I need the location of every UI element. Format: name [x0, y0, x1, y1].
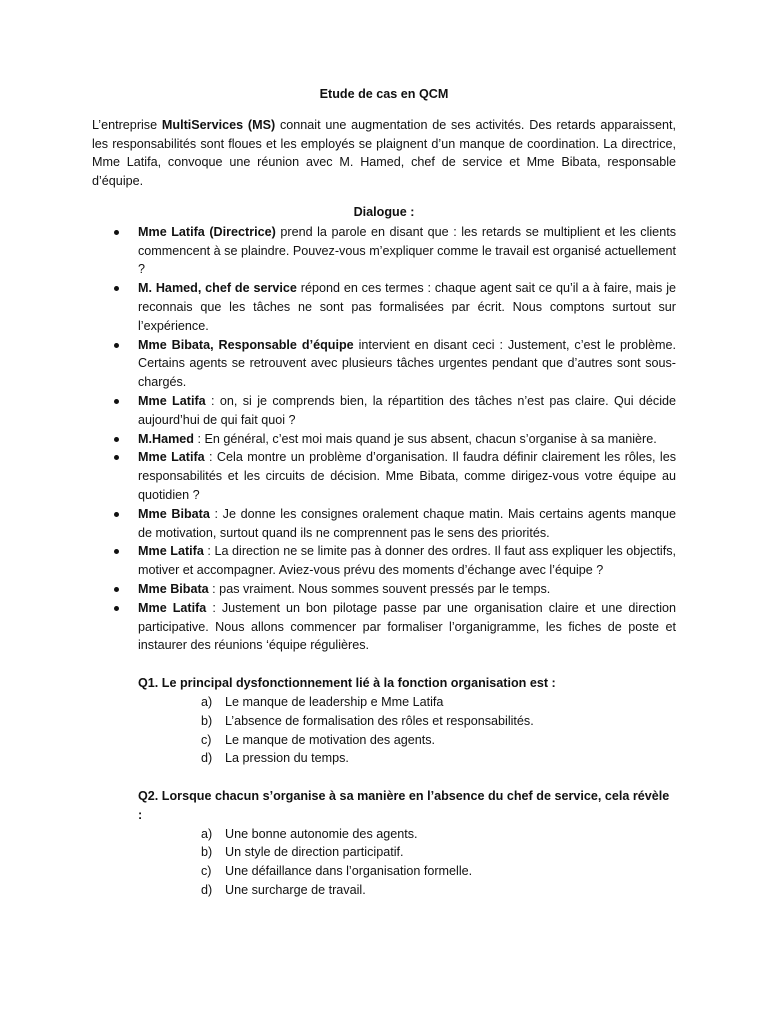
option-letter: a)	[201, 694, 213, 709]
dialogue-title: Dialogue :	[353, 204, 415, 219]
question-2	[138, 787, 676, 900]
option-text: Un style de direction participatif.	[225, 845, 404, 860]
speaker-name: M.Hamed	[138, 431, 194, 446]
option-letter: c)	[201, 864, 212, 879]
option-letter: c)	[201, 732, 212, 747]
option-text: Le manque de leadership e Mme Latifa	[225, 694, 444, 709]
option-text: Une défaillance dans l’organisation formelle.	[225, 864, 473, 879]
dialogue-text: : Cela montre un problème d’organisation. Il faudra définir clairement les rôles, les responsabilités et les circuits de décision. Mme Bibata, comme dirigez-vous votre équipe au quotidien ?	[138, 450, 677, 502]
speaker-name: Mme Latifa (Directrice)	[138, 224, 276, 239]
answer-options	[138, 825, 676, 900]
speaker-name: Mme Latifa	[138, 393, 206, 408]
speaker-name: Mme Bibata	[138, 581, 209, 596]
dialogue-text: prend la parole en disant que : les retards se multiplient et les clients commencent à se plaindre. Pouvez-vous m’expliquer comme le travail est organisé actuellement ?	[138, 224, 676, 277]
answer-option	[201, 862, 676, 881]
option-letter: b)	[201, 845, 213, 860]
speaker-name: Mme Latifa	[138, 600, 207, 615]
question-text: Q1. Le principal dysfonctionnement lié à la fonction organisation est :	[138, 676, 556, 691]
dialogue-text: : on, si je comprends bien, la répartition des tâches n’est pas claire. Qui décide aujourd’hui de qui fait quoi ?	[138, 393, 677, 427]
option-text: Une surcharge de travail.	[225, 883, 366, 898]
dialogue-text: : La direction ne se limite pas à donner des ordres. Il faut ass expliquer les objectifs, motiver et accompagner. Aviez-vous prévu des moments d’échange avec l’équipe ?	[138, 544, 676, 578]
option-letter: d)	[201, 883, 213, 898]
speaker-name: Mme Bibata, Responsable d’équipe	[138, 337, 354, 352]
answer-option	[201, 731, 676, 750]
dialogue-text: intervient en disant ceci : Justement, c’est le problème. Certains agents se retrouvent avec plusieurs tâches urgentes pendant que d’autres sont sous-chargés.	[138, 337, 676, 390]
intro-text-before: L’entreprise	[92, 117, 162, 132]
option-text: Le manque de motivation des agents.	[225, 732, 436, 747]
question-1	[138, 674, 676, 768]
option-text: Une bonne autonomie des agents.	[225, 826, 418, 841]
answer-option	[201, 881, 676, 900]
dialogue-text: : pas vraiment. Nous sommes souvent pressés par le temps.	[208, 581, 551, 596]
dialogue-item	[138, 392, 676, 430]
option-text: La pression du temps.	[225, 751, 349, 766]
dialogue-item	[138, 542, 676, 580]
option-letter: a)	[201, 826, 213, 841]
answer-option	[201, 749, 676, 768]
dialogue-list	[92, 223, 676, 655]
option-text: L’absence de formalisation des rôles et responsabilités.	[225, 713, 534, 728]
speaker-name: M. Hamed, chef de service	[138, 281, 297, 296]
answer-option	[201, 712, 676, 731]
dialogue-item	[138, 580, 676, 599]
company-name: MultiServices (MS)	[161, 117, 276, 132]
speaker-name: Mme Bibata	[138, 506, 210, 521]
answer-option	[201, 693, 676, 712]
page-title: Etude de cas en QCM	[319, 87, 449, 101]
speaker-name: Mme Latifa	[138, 450, 205, 465]
option-letter: b)	[201, 713, 213, 728]
question-text: Q2. Lorsque chacun s’organise à sa manière en l’absence du chef de service, cela révèle :	[138, 789, 670, 822]
intro-paragraph	[92, 116, 676, 191]
answer-option	[201, 825, 676, 844]
dialogue-item	[138, 448, 676, 504]
option-letter: d)	[201, 751, 213, 766]
dialogue-item	[138, 279, 676, 335]
speaker-name: Mme Latifa	[138, 544, 204, 559]
dialogue-text: : Justement un bon pilotage passe par une organisation claire et une direction participative. Nous allons commencer par formaliser l’organigramme, les fiches de poste et instaurer des réunions ‘équipe régulières.	[138, 600, 676, 653]
answer-option	[201, 843, 676, 862]
dialogue-item	[138, 505, 676, 543]
dialogue-item	[138, 599, 676, 655]
dialogue-text: : En général, c’est moi mais quand je sus absent, chacun s’organise à sa manière.	[193, 431, 657, 446]
answer-options	[138, 693, 676, 768]
dialogue-text: répond en ces termes : chaque agent sait ce qu’il a à faire, mais je reconnais que les tâches ne sont pas formalisées par écrit. Nous comptons surtout sur l’expérience.	[138, 281, 676, 333]
dialogue-item	[138, 223, 676, 279]
dialogue-text: : Je donne les consignes oralement chaque matin. Mais certains agents manque de motivation, surtout quand ils ne comprennent pas le sens des priorités.	[138, 506, 676, 540]
dialogue-item	[138, 336, 676, 392]
intro-text-after: connait une augmentation de ses activités. Des retards apparaissent, les responsabilités sont floues et les employés se plaignent d’un manque de coordination. La directrice, Mme Latifa, convoque une réunion avec M. Hamed, chef de service et Mme Bibata, responsable d’équipe.	[92, 117, 676, 189]
dialogue-item	[138, 430, 676, 449]
